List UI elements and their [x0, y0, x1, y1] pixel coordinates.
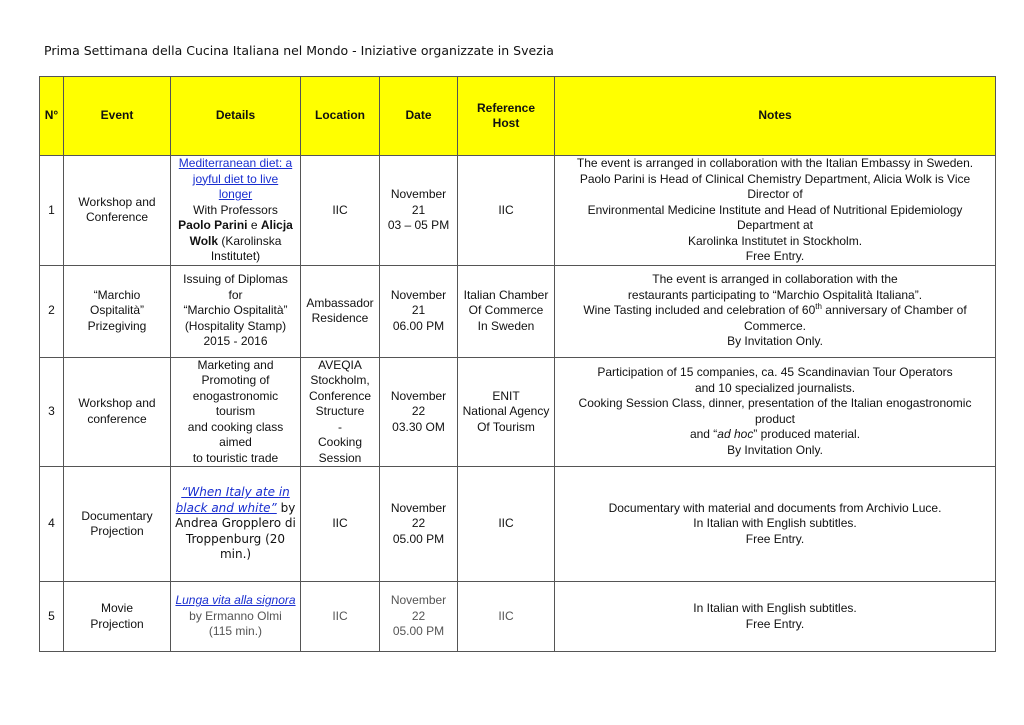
location-cell: Ambassador Residence	[301, 265, 380, 357]
event-cell: Workshop and conference	[64, 357, 171, 467]
row-number: 1	[40, 156, 64, 266]
row-number: 2	[40, 265, 64, 357]
notes-cell: Participation of 15 companies, ca. 45 Scandinavian Tour Operators and 10 specialized journalists. Cooking Session Class, dinner, presentation of the Italian enogastronomic product and “ad hoc” produced material. By Invitation Only.	[555, 357, 996, 467]
header-details: Details	[171, 77, 301, 156]
table-row	[40, 357, 996, 467]
notes-cell: The event is arranged in collaboration with the restaurants participating to “Marchio Ospitalità Italiana”. Wine Tasting included and celebration of 60th anniversary of Chamber of Commerce. By Invitation Only.	[555, 265, 996, 357]
date-cell: November 21 03 – 05 PM	[380, 156, 458, 266]
date-cell: November 22 05.00 PM	[380, 582, 458, 652]
header-num: N°	[40, 77, 64, 156]
row-number: 5	[40, 582, 64, 652]
table-row	[40, 265, 996, 357]
details-cell: Issuing of Diplomas for “Marchio Ospitalità” (Hospitality Stamp) 2015 - 2016	[171, 265, 301, 357]
header-date: Date	[380, 77, 458, 156]
event-cell: Workshop and Conference	[64, 156, 171, 266]
table-row	[40, 467, 996, 582]
table-row	[40, 582, 996, 652]
details-link[interactable]: Lunga vita alla signora	[175, 593, 296, 608]
host-cell: IIC	[458, 467, 555, 582]
header-notes: Notes	[555, 77, 996, 156]
details-link[interactable]: “When Italy ate in black and white”	[175, 485, 290, 515]
notes-cell: Documentary with material and documents from Archivio Luce. In Italian with English subtitles. Free Entry.	[555, 467, 996, 582]
header-location: Location	[301, 77, 380, 156]
date-cell: November 22 05.00 PM	[380, 467, 458, 582]
details-cell: “When Italy ate in black and white” by Andrea Gropplero di Troppenburg (20 min.)	[171, 467, 301, 582]
row-number: 3	[40, 357, 64, 467]
header-row	[40, 77, 996, 156]
events-table	[39, 76, 996, 652]
host-cell: Italian Chamber Of Commerce In Sweden	[458, 265, 555, 357]
date-cell: November 21 06.00 PM	[380, 265, 458, 357]
details-cell: Mediterranean diet: a joyful diet to live longer With Professors Paolo Parini e Alicja Wolk (Karolinska Institutet)	[171, 156, 301, 266]
details-cell: Lunga vita alla signora by Ermanno Olmi (115 min.)	[171, 582, 301, 652]
location-cell: IIC	[301, 156, 380, 266]
event-cell: Documentary Projection	[64, 467, 171, 582]
notes-cell: In Italian with English subtitles. Free Entry.	[555, 582, 996, 652]
location-cell: AVEQIA Stockholm, Conference Structure - Cooking Session	[301, 357, 380, 467]
header-event: Event	[64, 77, 171, 156]
host-cell: IIC	[458, 156, 555, 266]
host-cell: ENIT National Agency Of Tourism	[458, 357, 555, 467]
header-host: Reference Host	[458, 77, 555, 156]
location-cell: IIC	[301, 582, 380, 652]
host-cell: IIC	[458, 582, 555, 652]
location-cell: IIC	[301, 467, 380, 582]
notes-cell: The event is arranged in collaboration with the Italian Embassy in Sweden. Paolo Parini is Head of Clinical Chemistry Department, Alicia Wolk is Vice Director of Environmental Medicine Institute and Head of Nutritional Epidemiology Department at Karolinka Institutet in Stockholm. Free Entry.	[555, 156, 996, 266]
date-cell: November 22 03.30 OM	[380, 357, 458, 467]
details-cell: Marketing and Promoting of enogastronomic tourism and cooking class aimed to touristic trade	[171, 357, 301, 467]
row-number: 4	[40, 467, 64, 582]
table-row	[40, 156, 996, 266]
details-link[interactable]: Mediterranean diet: a joyful diet to live longer	[178, 156, 293, 201]
page-title: Prima Settimana della Cucina Italiana nel Mondo - Iniziative organizzate in Svezia	[44, 43, 554, 58]
event-cell: “Marchio Ospitalità” Prizegiving	[64, 265, 171, 357]
event-cell: Movie Projection	[64, 582, 171, 652]
